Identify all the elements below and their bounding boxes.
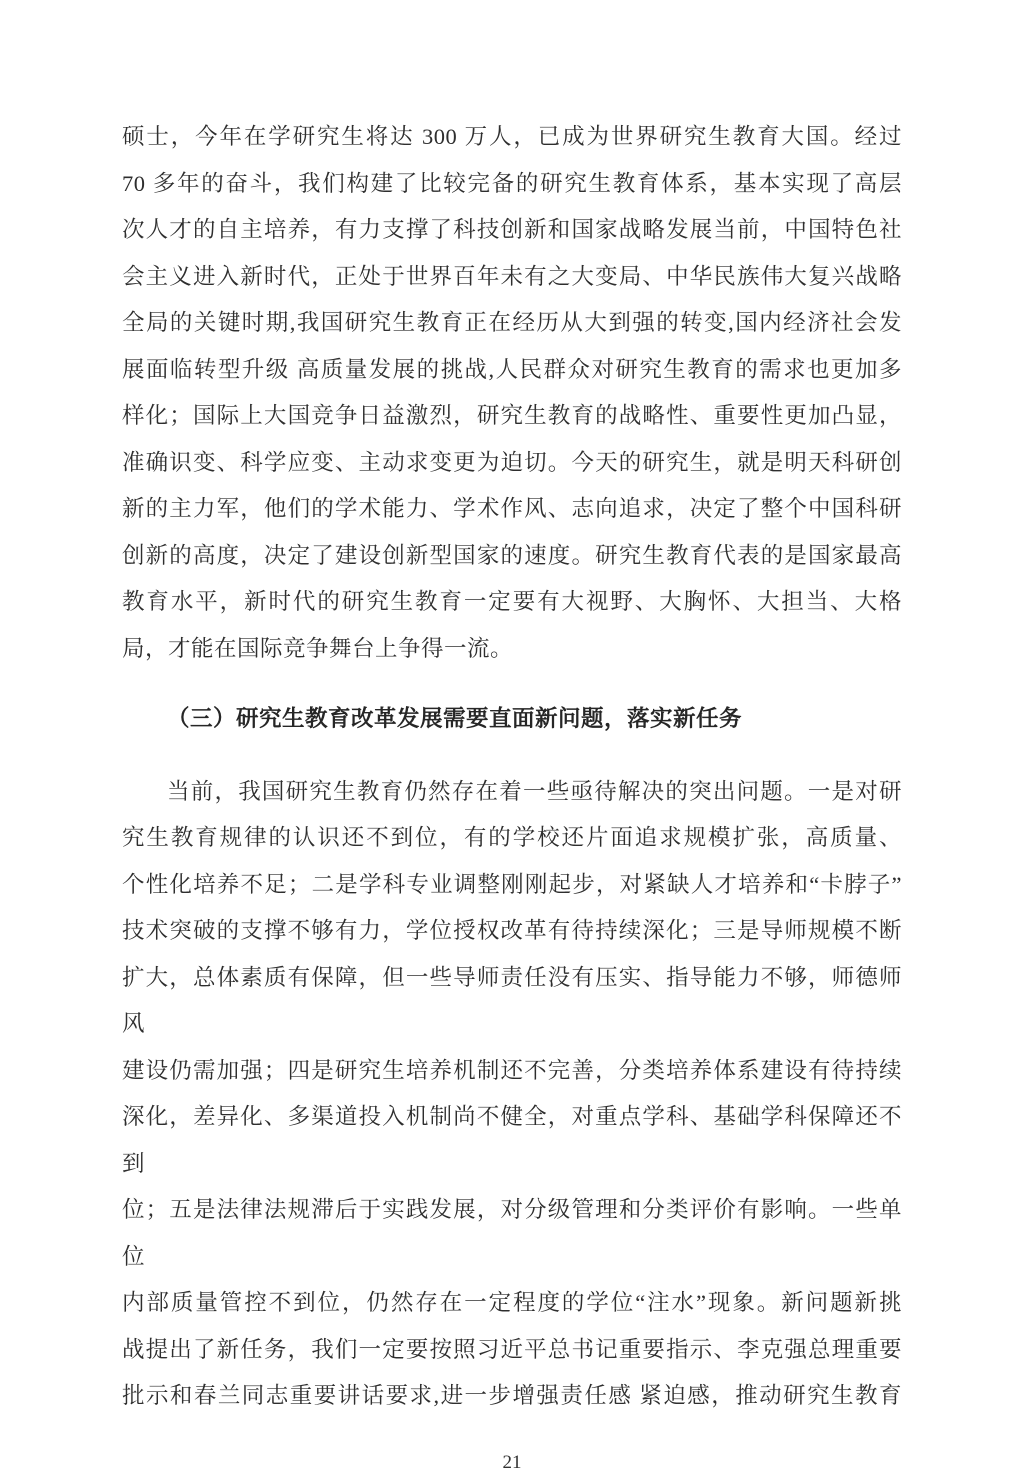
text-line: 深化，差异化、多渠道投入机制尚不健全，对重点学科、基础学科保障还不到: [122, 1104, 902, 1176]
paragraph-2: [122, 769, 902, 1420]
text-line: 准确识变、科学应变、主动求变更为迫切。今天的研究生，就是明天科研创: [122, 449, 902, 475]
text-line: 次人才的自主培养，有力支撑了科技创新和国家战略发展当前，中国特色社: [122, 217, 902, 242]
paragraph-1: [122, 114, 902, 672]
text-line: 新的主力军，他们的学术能力、学术作风、志向追求，决定了整个中国科研: [122, 496, 902, 521]
text-line: 位；五是法律法规滞后于实践发展，对分级管理和分类评价有影响。一些单位: [122, 1197, 902, 1269]
text-line: 建设仍需加强；四是研究生培养机制还不完善，分类培养体系建设有待持续: [122, 1057, 902, 1083]
section-heading: （三）研究生教育改革发展需要直面新问题，落实新任务: [167, 706, 743, 731]
text-line: 展面临转型升级 高质量发展的挑战,人民群众对研究生教育的需求也更加多: [122, 356, 902, 382]
text-line: 个性化培养不足；二是学科专业调整刚刚起步，对紧缺人才培养和“卡脖子”: [122, 871, 902, 897]
text-line: 样化；国际上大国竞争日益激烈，研究生教育的战略性、重要性更加凸显，: [122, 403, 902, 428]
text-line: 战提出了新任务，我们一定要按照习近平总书记重要指示、李克强总理重要: [122, 1336, 902, 1362]
text-line: 技术突破的支撑不够有力，学位授权改革有待持续深化；三是导师规模不断: [122, 918, 902, 943]
text-line: 70 多年的奋斗，我们构建了比较完备的研究生教育体系，基本实现了高层: [122, 170, 902, 196]
text-line: 批示和春兰同志重要讲话要求,进一步增强责任感 紧迫感，推动研究生教育: [122, 1383, 902, 1408]
text-line: 内部质量管控不到位，仍然存在一定程度的学位“注水”现象。新问题新挑: [122, 1290, 902, 1315]
text-line: 创新的高度，决定了建设创新型国家的速度。研究生教育代表的是国家最高: [122, 542, 902, 568]
text-line: 会主义进入新时代，正处于世界百年未有之大变局、中华民族伟大复兴战略: [122, 263, 902, 289]
text-line: 扩大，总体素质有保障，但一些导师责任没有压实、指导能力不够，师德师风: [122, 964, 902, 1036]
page-number: 21: [502, 1451, 522, 1473]
text-line: 教育水平，新时代的研究生教育一定要有大视野、大胸怀、大担当、大格: [122, 589, 902, 614]
text-line: 硕士，今年在学研究生将达 300 万人，已成为世界研究生教育大国。经过: [122, 124, 902, 149]
text-line: 全局的关键时期,我国研究生教育正在经历从大到强的转变,国内经济社会发: [122, 310, 902, 335]
text-line: 当前，我国研究生教育仍然存在着一些亟待解决的突出问题。一是对研: [167, 778, 902, 804]
text-line: 究生教育规律的认识还不到位，有的学校还片面追求规模扩张，高质量、: [122, 825, 902, 850]
text-line: 局，才能在国际竞争舞台上争得一流。: [122, 635, 514, 661]
